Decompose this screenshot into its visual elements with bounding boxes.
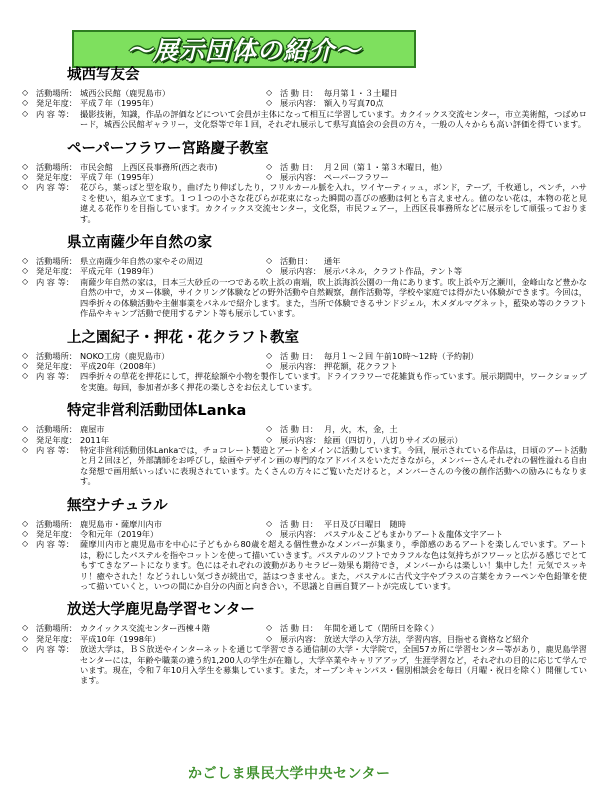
description-text: 花びら，葉っぱと型を取り，曲げたり伸ばしたり，フリルカール脈を入れ，ワイヤーティッュ，ボンド，テープ，千枚通し，ペンチ，ハサミを使い，組み立てます。１つ１つの小さな花びらが花束になった瞬間の喜びの感動は何とも言えません。値のない花は，本物の花と見違える花作りを目指しています。カクイックス交流センター，文化祭，市民フェアー，上西区長事務所などに展示をして頑張っております。 <box>80 182 587 224</box>
group-list <box>22 66 587 696</box>
info-value: 令和元年（2019年） <box>80 528 159 539</box>
info-label: 活 動 日： <box>280 424 318 435</box>
info-row <box>22 361 587 371</box>
diamond-bullet-icon: ◇ <box>22 172 29 182</box>
description-label: 内 容 等： <box>36 108 74 119</box>
info-row <box>22 623 587 633</box>
diamond-bullet-icon: ◇ <box>22 256 29 266</box>
group-section <box>22 601 587 685</box>
info-label: 展示内容： <box>280 434 321 445</box>
info-row <box>22 172 587 182</box>
diamond-bullet-icon: ◇ <box>22 424 29 434</box>
info-row <box>22 634 587 644</box>
group-title: 城西写友会 <box>67 67 140 83</box>
info-value: 絵画（四切り，八切りサイズの展示） <box>324 434 463 445</box>
info-value: 平成元年（1989年） <box>80 266 159 277</box>
diamond-bullet-icon: ◇ <box>266 434 273 444</box>
info-value: 押花額，花クラフト <box>324 360 398 371</box>
diamond-bullet-icon: ◇ <box>266 88 273 97</box>
info-row <box>22 162 587 172</box>
info-label: 活 動 日： <box>280 88 318 98</box>
info-value: パステル＆こどもまかりアート＆龍体文字アート <box>324 528 504 539</box>
diamond-bullet-icon: ◇ <box>22 98 29 108</box>
footer-organization: かごしま県民大学中央センター <box>188 766 391 782</box>
info-label: 展示内容： <box>280 360 321 371</box>
diamond-bullet-icon: ◇ <box>22 371 29 381</box>
info-label: 展示内容： <box>280 528 321 539</box>
diamond-bullet-icon: ◇ <box>266 98 273 108</box>
group-section <box>22 329 587 393</box>
info-label: 活動場所： <box>36 161 77 172</box>
diamond-bullet-icon: ◇ <box>266 528 273 538</box>
diamond-bullet-icon: ◇ <box>266 256 273 266</box>
group-title: ペーパーフラワー宮路慶子教室 <box>67 140 269 157</box>
info-value: 月，火，木，金，土 <box>324 424 398 435</box>
diamond-bullet-icon: ◇ <box>266 350 273 360</box>
info-value: 平成20年（2008年） <box>80 360 161 371</box>
info-row <box>22 519 587 529</box>
diamond-bullet-icon: ◇ <box>22 528 29 538</box>
info-value: 2011年 <box>80 434 110 445</box>
info-row <box>22 88 587 98</box>
diamond-bullet-icon: ◇ <box>22 518 29 528</box>
info-row <box>22 266 587 276</box>
diamond-bullet-icon: ◇ <box>22 182 29 192</box>
description-text: 撮影技術，知識，作品の評価などについて会員が主体になって相互に学習しています。カクイックス交流センター，市立美術館，つばめロード，城西公民館ギャラリー，文化祭等で年１回，それぞれ展示して県写真協会の会員の方々，一般の人々からも高い評価を得ています。 <box>80 108 587 130</box>
info-value: NOKO工房（鹿児島市） <box>80 350 170 361</box>
info-value: 毎月第１・３土曜日 <box>324 88 398 98</box>
description-label: 内 容 等： <box>36 276 74 287</box>
title-banner <box>72 30 416 68</box>
info-value: カクイックス交流センター西棟４階 <box>80 623 211 634</box>
diamond-bullet-icon: ◇ <box>266 633 273 643</box>
info-value: 平日及び日曜日 随時 <box>324 518 406 529</box>
info-value: 放送大学の入学方法，学習内容，目指せる資格など紹介 <box>324 633 529 644</box>
info-value: 県立南薩少年自然の家やその周辺 <box>80 256 203 267</box>
info-label: 発足年度： <box>36 434 77 445</box>
diamond-bullet-icon: ◇ <box>266 161 273 171</box>
info-row <box>22 424 587 434</box>
info-row <box>22 351 587 361</box>
description-label: 内 容 等： <box>36 644 74 655</box>
diamond-bullet-icon: ◇ <box>266 623 273 633</box>
description-row <box>22 445 587 487</box>
banner-title: 〜展示団体の紹介〜 <box>126 36 361 65</box>
info-value: 年間を通して（閉所日を除く） <box>324 623 439 634</box>
info-row <box>22 529 587 539</box>
description-row <box>22 277 587 319</box>
description-row <box>22 109 587 130</box>
info-label: 活 動 日： <box>280 350 318 361</box>
diamond-bullet-icon: ◇ <box>266 518 273 528</box>
info-row <box>22 435 587 445</box>
info-label: 発足年度： <box>36 360 77 371</box>
info-value: 城西公民館（鹿児島市） <box>80 88 171 98</box>
description-text: 四季折々の草花を押花にして，押花絵額や小物を製作しています。ドライフラワーで花雑貨も作っています。展示期間中，ワークショップを実施。毎回，参加者が多く押花の楽しさをお伝えしています。 <box>80 371 587 392</box>
description-label: 内 容 等： <box>36 539 74 550</box>
info-value: 市民会館 上西区長事務所(西之表市) <box>80 161 218 172</box>
info-label: 発足年度： <box>36 98 77 109</box>
info-label: 活 動 日： <box>280 518 318 529</box>
info-value: 平成10年（1998年） <box>80 633 161 644</box>
info-value: 毎月１〜２回 午前10時〜12時（予約制） <box>324 350 479 361</box>
info-label: 活動日： <box>280 256 313 267</box>
diamond-bullet-icon: ◇ <box>22 350 29 360</box>
info-label: 活 動 日： <box>280 161 318 172</box>
description-text: 放送大学は，ＢＳ放送やインターネットを通じて学習できる通信制の大学・大学院で，全国57カ所に学習センター等があり，鹿児島学習センターには，年齢や職業の違う約1,200人の学生が在籍し，大学卒業やキャリアアップ，生涯学習など，それぞれの目的に応じて学んでいます。現在，令和７年10月入学生を募集しています。また，オープンキャンパス・個別相談会を毎日（月曜・祝日を除く）開催しています。 <box>80 644 587 686</box>
description-row <box>22 539 587 591</box>
diamond-bullet-icon: ◇ <box>266 424 273 434</box>
info-value: ペーパーフラワー <box>324 172 389 183</box>
diamond-bullet-icon: ◇ <box>22 88 29 97</box>
diamond-bullet-icon: ◇ <box>22 623 29 633</box>
diamond-bullet-icon: ◇ <box>22 360 29 370</box>
diamond-bullet-icon: ◇ <box>22 644 29 654</box>
info-value: 鹿児島市・薩摩川内市 <box>80 518 162 529</box>
group-section <box>22 497 587 592</box>
group-section <box>22 66 587 130</box>
group-title: 無空ナチュラル <box>67 497 168 514</box>
description-label: 内 容 等： <box>36 371 74 382</box>
group-section <box>22 140 587 224</box>
group-section <box>22 402 587 486</box>
group-title: 県立南薩少年自然の家 <box>67 235 212 252</box>
info-label: 展示内容： <box>280 98 321 109</box>
diamond-bullet-icon: ◇ <box>22 266 29 276</box>
group-title: 特定非営利活動団体Lanka <box>67 403 247 420</box>
diamond-bullet-icon: ◇ <box>22 539 29 549</box>
info-label: 活動場所： <box>36 350 77 361</box>
info-label: 展示内容： <box>280 633 321 644</box>
description-label: 内 容 等： <box>36 182 74 193</box>
info-label: 発足年度： <box>36 633 77 644</box>
info-label: 発足年度： <box>36 528 77 539</box>
info-value: 平成７年（1995年） <box>80 98 159 109</box>
info-value: 額入り写真70点 <box>324 98 384 109</box>
info-label: 展示内容： <box>280 266 321 277</box>
info-row <box>22 98 587 108</box>
diamond-bullet-icon: ◇ <box>22 444 29 454</box>
group-title: 放送大学鹿児島学習センター <box>67 602 255 619</box>
diamond-bullet-icon: ◇ <box>266 266 273 276</box>
diamond-bullet-icon: ◇ <box>22 161 29 171</box>
info-value: 通年 <box>324 256 341 267</box>
diamond-bullet-icon: ◇ <box>22 108 29 118</box>
diamond-bullet-icon: ◇ <box>22 434 29 444</box>
diamond-bullet-icon: ◇ <box>266 172 273 182</box>
info-value: 展示パネル，クラフト作品，テント等 <box>324 266 463 277</box>
info-label: 活動場所： <box>36 256 77 267</box>
description-row <box>22 182 587 224</box>
info-label: 活動場所： <box>36 518 77 529</box>
description-row <box>22 644 587 686</box>
info-value: 月２回（第１・第３木曜日，他） <box>324 161 447 172</box>
info-value: 平成７年（1995年） <box>80 172 159 183</box>
description-text: 薩摩川内市と鹿児島市を中心に子どもから80歳を超える個性豊かなメンバーが集まり，季節感のあるアートを楽しんでいます。アートは，粉にしたパステルを指やコットンを使って描いていきます。パステルのソフトでカラフルな色は気持ちがフワーッと広がる感じでとてもすてきなアートになります。色にはそれぞれの波動がありセラピー効果も期待でき，メンバーからは楽しい！集中した！元気でスッキリ！癒やされた！などうれしい気づきが続出で，話はつきません。また，パステルに古代文字やプラスの言葉をカラーペンや色鉛筆を使って描いていくと，いつの間にか自分の内面と向き合い，不思議と自画自賛アートが完成しています。 <box>80 539 587 591</box>
description-row <box>22 371 587 392</box>
info-label: 発足年度： <box>36 266 77 277</box>
description-label: 内 容 等： <box>36 444 74 455</box>
description-text: 特定非営利活動団体Lankaでは，チョコレート製造とアートをメインに活動しています。今回，展示されている作品は，日頃のアート活動と月２回ほど，外部講師をお呼びし，絵画やデザイン画の専門的なアドバイスをいただきながら，メンバーさんそれぞれの個性溢れる自由な発想で画用紙いっぱいに表現されています。たくさんの方々にご覧いただけると，メンバーさんの今後の創作活動への励みにもなります。 <box>80 444 587 487</box>
info-row <box>22 256 587 266</box>
info-label: 展示内容： <box>280 172 321 183</box>
info-label: 活動場所： <box>36 623 77 634</box>
group-section <box>22 234 587 318</box>
info-label: 発足年度： <box>36 172 77 183</box>
diamond-bullet-icon: ◇ <box>22 276 29 286</box>
description-text: 南薩少年自然の家は，日本三大砂丘の一つである吹上浜の南端，吹上浜海浜公園の一角にあります。吹上浜や万之瀬川，金峰山など豊かな自然の中で，カヌー体験，サイクリング体験などの野外活動や自然観察，創作活動等，学校や家庭では得がたい体験ができます。今回は，四季折々の体験活動や主催事業をパネルで紹介します。また，当所で体験できるサンドジェル，木メダルマグネット，藍染め等のクラフト作品やキャンプ活動で使用するテント等も展示しています。 <box>80 276 587 319</box>
diamond-bullet-icon: ◇ <box>22 633 29 643</box>
group-title: 上之園紀子・押花・花クラフト教室 <box>67 329 299 346</box>
info-value: 鹿屋市 <box>80 424 105 435</box>
info-label: 活 動 日： <box>280 623 318 634</box>
info-label: 活動場所： <box>36 424 77 435</box>
info-label: 活動場所： <box>36 88 77 98</box>
diamond-bullet-icon: ◇ <box>266 360 273 370</box>
